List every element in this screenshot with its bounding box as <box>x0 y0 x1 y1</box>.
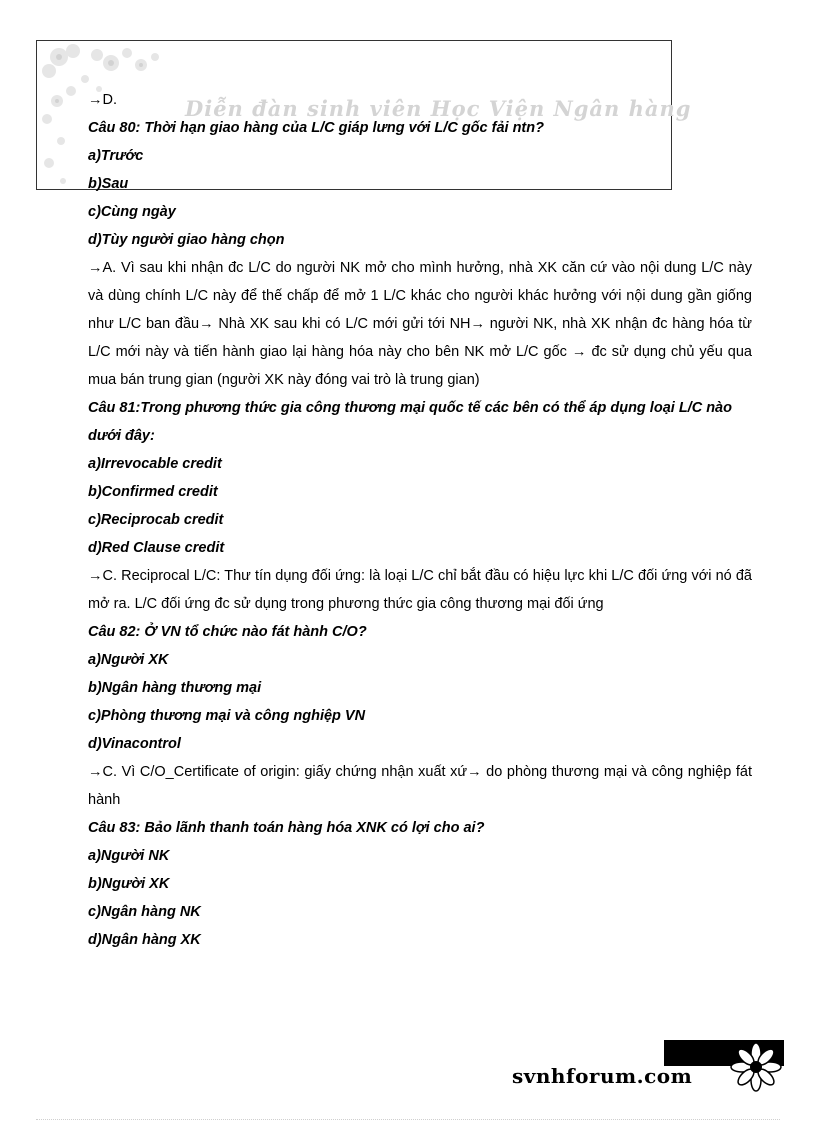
q81-option-d: d)Red Clause credit <box>88 540 225 556</box>
q82-option-a: a)Người XK <box>88 652 169 668</box>
q83-option-a: a)Người NK <box>88 848 170 864</box>
footer-logo <box>512 1036 788 1092</box>
q83-option-c: c)Ngân hàng NK <box>88 904 201 920</box>
q81-answer: →C. Reciprocal L/C: Thư tín dụng đối ứng: là loại L/C chỉ bắt đầu có hiệu lực khi L/C đối ứng với nó đã mở ra. L/C đối ứng đc sử dụng trong phương thức gia công thương mại đối ứng <box>88 568 752 612</box>
q82-option-d: d)Vinacontrol <box>88 736 181 752</box>
page-bottom-rule <box>36 1119 780 1120</box>
q80-option-a: a)Trước <box>88 148 144 164</box>
previous-answer: →D. <box>88 92 117 108</box>
question-81: Câu 81:Trong phương thức gia công thương mại quốc tế các bên có thể áp dụng loại L/C nào dưới đây: <box>88 400 732 444</box>
forum-title: Diễn đàn sinh viên Học Viện Ngân hàng <box>185 96 692 121</box>
q80-option-d: d)Tùy người giao hàng chọn <box>88 232 285 248</box>
q81-option-c: c)Reciprocab credit <box>88 512 224 528</box>
q81-option-a: a)Irrevocable credit <box>88 456 222 472</box>
footer-logo-text: svnhforum.com <box>512 1064 693 1088</box>
q82-option-c: c)Phòng thương mại và công nghiệp VN <box>88 708 366 724</box>
q80-option-b: b)Sau <box>88 176 129 192</box>
q82-option-b: b)Ngân hàng thương mại <box>88 680 262 696</box>
question-80: Câu 80: Thời hạn giao hàng của L/C giáp lưng với L/C gốc fải ntn? <box>88 120 544 136</box>
q83-option-d: d)Ngân hàng XK <box>88 932 201 948</box>
q82-answer: →C. Vì C/O_Certificate of origin: giấy chứng nhận xuất xứ→ do phòng thương mại và công nghiệp fát hành <box>88 764 752 808</box>
question-83: Câu 83: Bảo lãnh thanh toán hàng hóa XNK có lợi cho ai? <box>88 820 485 836</box>
document-body <box>88 86 752 954</box>
q81-option-b: b)Confirmed credit <box>88 484 218 500</box>
q80-answer: →A. Vì sau khi nhận đc L/C do người NK mở cho mình hưởng, nhà XK căn cứ vào nội dung L/C này và dùng chính L/C này để thế chấp để mở 1 L/C khác cho người khác hưởng với nội dung gần giống như L/C ban đầu→ Nhà XK sau khi có L/C mới gửi tới NH→ người NK, nhà XK nhận đc hàng hóa từ L/C mới này và tiến hành giao lại hàng hóa này cho bên NK mở L/C gốc → đc sử dụng chủ yếu qua mua bán trung gian (người XK này đóng vai trò là trung gian) <box>88 260 752 388</box>
q80-option-c: c)Cùng ngày <box>88 204 176 220</box>
flower-logo-icon <box>726 1042 786 1092</box>
question-82: Câu 82: Ở VN tổ chức nào fát hành C/O? <box>88 624 367 640</box>
q83-option-b: b)Người XK <box>88 876 170 892</box>
